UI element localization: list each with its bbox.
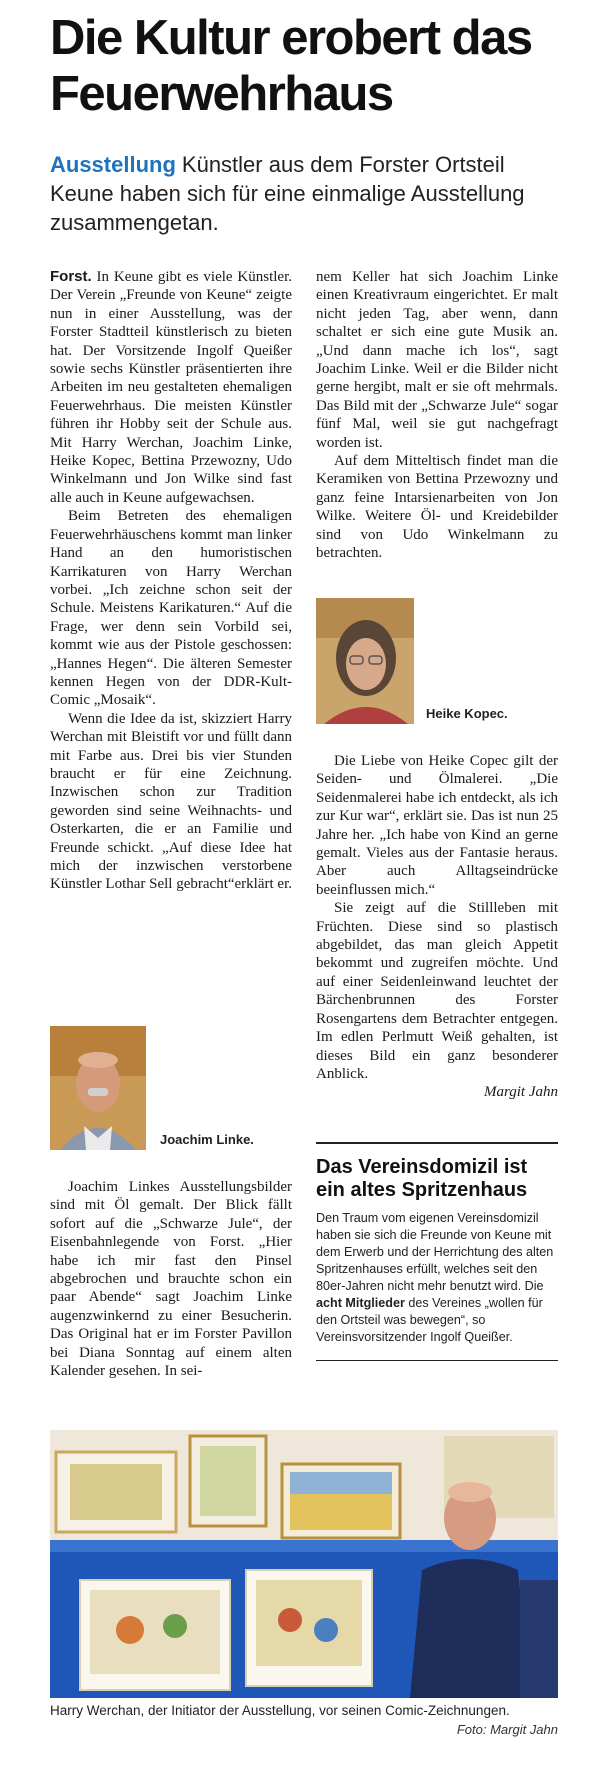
column-right	[316, 268, 558, 563]
column-left	[50, 268, 292, 894]
headline: Die Kultur erobert das Feuerwehrhaus	[50, 11, 532, 121]
paragraph: Beim Betreten des ehemaligen Feuerwehrhäuschens kommt man linker Hand an den humoristischen Karrikaturen von Harry Werchan vorbei. „Ich zeichne schon seit der Schule. Meistens Karikaturen.“ Auf die Frage, wer denn sein Vorbild sei, kommt wie aus der Pistole geschossen: „Hannes Hegen“. Die älteren Semester kennen Hegen von der DDR-Kult-Comic „Mosaik“.	[50, 508, 292, 709]
dateline: Forst.	[50, 268, 92, 285]
heike-kopec-photo	[316, 598, 414, 724]
info-box-title: Das Vereinsdomizil ist ein altes Spritzenhaus	[316, 1156, 528, 1201]
kicker: Ausstellung	[50, 152, 176, 177]
info-box-text-part: des Vereines „wollen für den Ortsteil was bewegen“, so Vereinsvorsitzender Ingolf Queißer.	[316, 1296, 543, 1344]
column-right-bottom	[316, 752, 558, 1102]
paragraph: Sie zeigt auf die Stillleben mit Früchten. Diese sind so plastisch abgebildet, das man gleich Appetit bekommt und zugreifen möchte. Und auf einer Seidenleinwand leuchtet der Bärchenbrunnen des Forster Rosengartens dem Betrachter entgegen. Im edlen Perlmutt Weiß gehalten, ist dieses Bild ein ganz besonderer Anblick.	[316, 900, 558, 1082]
exhibition-photo	[50, 1430, 558, 1698]
author-signature: Margit Jahn	[483, 1084, 558, 1101]
heike-caption: Heike Kopec.	[426, 706, 508, 721]
info-box-text	[316, 1210, 558, 1346]
paragraph-text: In Keune gibt es viele Künstler. Der Verein „Freunde von Keune“ zeigte nun in einer Ausstellung, was der Forster Stadtteil künstlerisch zu bieten hat. Der Vorsitzende Ingolf Queißer sowie sechs Künstler präsentierten ihre Arbeiten im neu gestalteten ehemaligen Feuerwehrhaus. Die meisten Künstler führen ihr Hobby seit der Schule aus. Mit Harry Werchan, Joachim Linke, Heike Kopec, Bettina Przewozny, Udo Winkelmann und Jon Wilke sind fast alle auch in Keune aufgewachsen.	[50, 269, 292, 506]
info-box-bold: acht Mitglieder	[316, 1296, 405, 1310]
info-box-text-part: Den Traum vom eigenen Vereinsdomizil haben sie sich die Freunde von Keune mit dem Erwerb und der Herrichtung des alten Spritzenhauses erfüllt, welches seit den 80er-Jahren nicht mehr benutzt wird. Die	[316, 1211, 554, 1293]
paragraph	[50, 268, 292, 507]
joachim-linke-photo	[50, 1026, 146, 1150]
paragraph: Die Liebe von Heike Copec gilt der Seiden- und Ölmalerei. „Die Seidenmalerei habe ich entdeckt, als ich zur Kur war“, erklärt sie. Das ist nun 25 Jahre her. „Ich habe von Kind an gerne gemalt. Vieles aus der Fantasie heraus. Aber auch Alltagseindrücke beeinflussen mich.“	[316, 753, 558, 898]
teaser	[50, 150, 550, 237]
paragraph: Joachim Linkes Ausstellungsbilder sind mit Öl gemalt. Der Blick fällt sofort auf die „Schwarze Jule“, der Eisenbahnlegende von Forst. „Hier habe ich mir fast den Pinsel abgebrochen und brauchte schon ein paar Abende“ sagt Joachim Linke augenzwinkernd zu einer Besucherin. Das Original hat er im Forster Pavillon bei Diana Sonntag auf einem alten Kalender gesehen. In sei-	[50, 1179, 292, 1380]
paragraph: Auf dem Mitteltisch findet man die Keramiken von Bettina Przewozny und ganz feine Intarsienarbeiten von Jon Wilke. Weitere Öl- und Kreidebilder sind von Udo Winkelmann zu betrachten.	[316, 453, 558, 562]
photo-caption: Harry Werchan, der Initiator der Ausstellung, vor seinen Comic-Zeichnungen.	[50, 1703, 510, 1718]
paragraph: nem Keller hat sich Joachim Linke einen Kreativraum eingerichtet. Er malt nicht jeden Tag, aber wenn, dann schaltet er sich eine gute Musik an. „Und dann mache ich los“, sagt Joachim Linke. Weil er die Bilder nicht gerne hergibt, malt er sie oft mehrmals. Das Bild mit der „Schwarze Jule“ sogar fünf Mal, weil sie gut nachgefragt worden ist.	[316, 269, 558, 451]
teaser-text: Künstler aus dem Forster Ortsteil Keune haben sich für eine einmalige Ausstellung zusammengetan.	[50, 152, 525, 235]
paragraph: Wenn die Idee da ist, skizziert Harry Werchan mit Bleistift vor und füllt dann mit Farbe aus. Drei bis vier Stunden braucht er für eine Zeichnung. Inzwischen schon zur Tradition geworden sind seine Weihnachts- und Osterkarten, die er an Familie und Freunde schickt. „Auf diese Idee hat mich der inzwischen verstorbene Künstler Lothar Sell gebracht“erklärt er.	[50, 710, 292, 893]
info-box	[316, 1142, 558, 1361]
photo-credit: Foto: Margit Jahn	[456, 1722, 558, 1737]
joachim-caption: Joachim Linke.	[160, 1132, 254, 1147]
column-left-bottom	[50, 1178, 292, 1380]
